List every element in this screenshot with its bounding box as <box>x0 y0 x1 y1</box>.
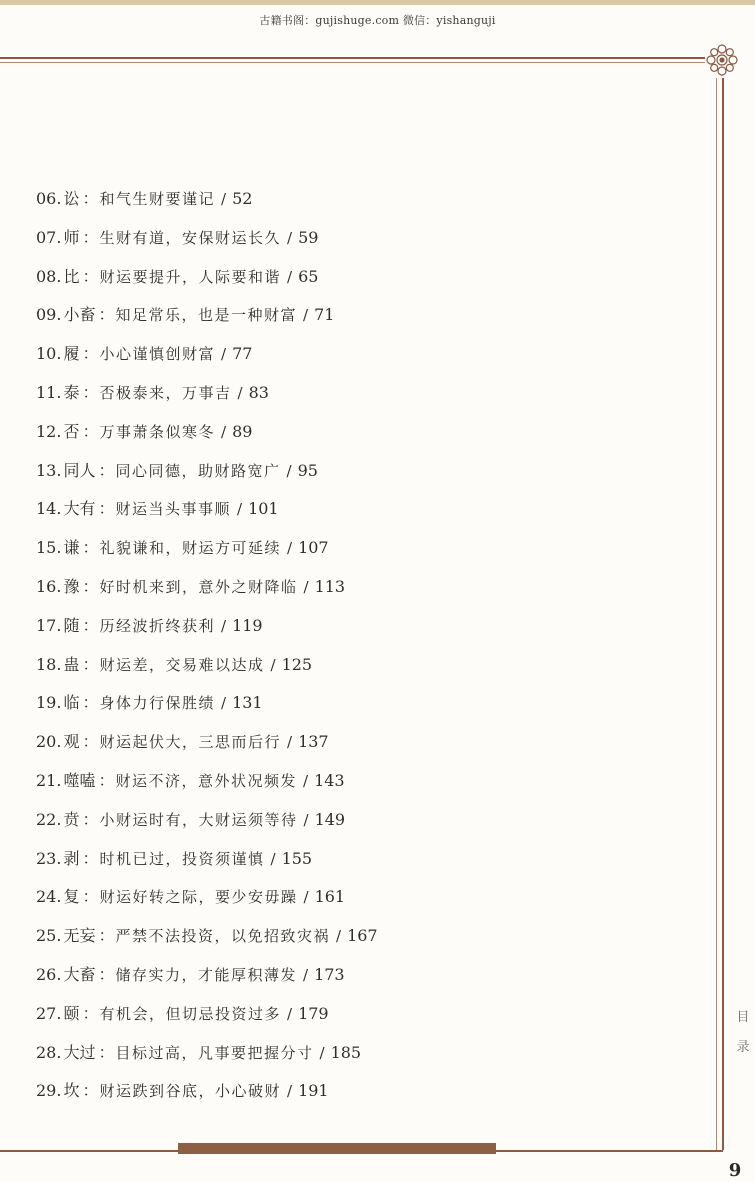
toc-entry-title: 有机会，但切忌投资过多 <box>99 1004 281 1023</box>
toc-entry[interactable] <box>36 878 676 917</box>
toc-entry-hexagram: 大过 <box>63 1042 96 1062</box>
toc-entry-title: 生财有道，安保财运长久 <box>99 228 281 247</box>
toc-entry-separator: ： <box>82 654 99 674</box>
toc-entry-number: 27. <box>36 1003 62 1023</box>
toc-entry-separator: ： <box>82 266 99 286</box>
toc-entry-hexagram: 泰 <box>63 382 80 402</box>
toc-entry-page: 83 <box>248 382 269 402</box>
toc-entry-page: 59 <box>298 227 319 247</box>
toc-entry[interactable] <box>36 995 676 1034</box>
toc-entry-hexagram: 谦 <box>63 538 80 558</box>
toc-entry-page: 113 <box>314 576 346 596</box>
toc-entry-slash: / <box>237 383 243 402</box>
toc-entry-number: 25. <box>36 926 62 946</box>
bottom-decorative-bar <box>178 1143 496 1154</box>
toc-entry-separator: ： <box>82 693 99 713</box>
toc-entry[interactable] <box>36 335 676 374</box>
toc-entry-title: 历经波折终获利 <box>99 616 215 635</box>
toc-entry-title: 万事萧条似寒冬 <box>99 422 215 441</box>
top-border-strip <box>0 0 755 5</box>
toc-entry-separator: ： <box>98 770 115 790</box>
toc-entry-separator: ： <box>82 421 99 441</box>
toc-entry-separator: ： <box>82 887 99 907</box>
toc-entry-slash: / <box>286 461 292 480</box>
toc-entry-slash: / <box>287 733 293 752</box>
toc-entry[interactable] <box>36 568 676 607</box>
toc-entry-title: 目标过高，凡事要把握分寸 <box>115 1043 314 1062</box>
toc-entry-separator: ： <box>82 615 99 635</box>
toc-entry-page: 143 <box>314 770 345 790</box>
toc-entry-separator: ： <box>82 1081 99 1101</box>
toc-entry-number: 23. <box>36 848 62 868</box>
toc-entry-title: 储存实力，才能厚积薄发 <box>115 965 297 984</box>
toc-entry-separator: ： <box>82 848 99 868</box>
toc-entry-slash: / <box>303 888 309 907</box>
side-label-contents <box>735 1003 751 1063</box>
toc-entry-slash: / <box>221 694 227 713</box>
toc-entry-title: 和气生财要谨记 <box>99 190 215 208</box>
frame-right-line <box>722 78 724 1150</box>
toc-entry[interactable] <box>36 684 676 723</box>
toc-entry-hexagram: 坎 <box>63 1081 80 1101</box>
toc-entry-number: 19. <box>36 693 62 713</box>
toc-entry-number: 17. <box>36 615 62 635</box>
toc-entry[interactable] <box>36 1034 676 1073</box>
toc-entry-number: 18. <box>36 654 62 674</box>
toc-entry-slash: / <box>336 927 342 946</box>
toc-entry[interactable] <box>36 296 676 335</box>
toc-entry-hexagram: 讼 <box>63 189 80 208</box>
frame-top-line <box>0 57 705 59</box>
toc-entry-title: 财运好转之际，要少安毋躁 <box>99 888 298 907</box>
toc-entry[interactable] <box>36 180 676 219</box>
toc-entry-hexagram: 比 <box>63 266 80 286</box>
toc-entry-title: 财运当头事事顺 <box>115 500 231 519</box>
toc-entry-title: 身体力行保胜绩 <box>99 694 215 713</box>
toc-entry-slash: / <box>221 190 227 208</box>
toc-entry-slash: / <box>287 1004 293 1023</box>
toc-entry-hexagram: 豫 <box>63 576 80 596</box>
toc-entry-separator: ： <box>82 189 99 208</box>
toc-entry-title: 好时机来到，意外之财降临 <box>99 577 298 596</box>
toc-entry-hexagram: 观 <box>63 732 80 752</box>
toc-entry-slash: / <box>303 965 309 984</box>
toc-entry-hexagram: 小畜 <box>63 305 96 325</box>
toc-entry-separator: ： <box>98 460 115 480</box>
toc-entry-number: 20. <box>36 732 62 752</box>
toc-entry[interactable] <box>36 646 676 685</box>
toc-entry-page: 101 <box>248 499 279 519</box>
toc-entry-separator: ： <box>82 809 99 829</box>
toc-entry-page: 161 <box>314 887 346 907</box>
toc-entry-slash: / <box>303 577 309 596</box>
toc-entry-page: 137 <box>298 732 329 752</box>
toc-entry-page: 149 <box>314 809 346 829</box>
toc-entry-hexagram: 履 <box>63 344 80 364</box>
toc-entry-slash: / <box>319 1043 325 1062</box>
toc-entry-hexagram: 蛊 <box>63 654 80 674</box>
toc-entry-number: 13. <box>36 460 62 480</box>
toc-entry-separator: ： <box>82 1003 99 1023</box>
toc-entry-separator: ： <box>98 1042 115 1062</box>
toc-entry-hexagram: 噬嗑 <box>63 770 96 790</box>
toc-entry-hexagram: 同人 <box>63 460 96 480</box>
toc-entry-hexagram: 师 <box>63 227 80 247</box>
toc-entry-page: 125 <box>281 654 313 674</box>
page-number: 9 <box>728 1160 742 1181</box>
toc-entry-slash: / <box>287 1082 293 1101</box>
toc-entry-number: 08. <box>36 266 62 286</box>
toc-entry[interactable] <box>36 1072 676 1111</box>
toc-entry[interactable] <box>36 413 676 452</box>
toc-entry[interactable] <box>36 956 676 995</box>
toc-entry-title: 礼貌谦和，财运方可延续 <box>99 539 281 558</box>
toc-entry-number: 10. <box>36 344 62 364</box>
toc-entry-title: 同心同德，助财路宽广 <box>115 461 281 480</box>
flower-ornament-icon <box>700 38 744 82</box>
toc-entry-title: 否极泰来，万事吉 <box>99 383 232 402</box>
toc-entry-number: 28. <box>36 1042 62 1062</box>
toc-entry-slash: / <box>270 655 276 674</box>
toc-entry-slash: / <box>303 771 309 790</box>
toc-entry-number: 24. <box>36 887 62 907</box>
toc-entry-hexagram: 复 <box>63 887 80 907</box>
toc-entry-page: 95 <box>297 460 318 480</box>
toc-entry-page: 52 <box>232 189 253 208</box>
toc-entry-hexagram: 贲 <box>63 809 80 829</box>
toc-entry[interactable] <box>36 452 676 491</box>
toc-entry[interactable] <box>36 374 676 413</box>
toc-entry-title: 时机已过，投资须谨慎 <box>99 849 265 868</box>
frame-top-inner-line <box>0 62 705 63</box>
toc-entry-separator: ： <box>82 732 99 752</box>
toc-entry-title: 小心谨慎创财富 <box>99 345 215 364</box>
toc-entry-hexagram: 大有 <box>63 499 96 519</box>
toc-entry-number: 16. <box>36 576 62 596</box>
toc-entry-slash: / <box>270 849 276 868</box>
toc-entry-separator: ： <box>82 576 99 596</box>
toc-entry-number: 15. <box>36 538 62 558</box>
toc-entry-title: 财运要提升，人际要和谐 <box>99 267 281 286</box>
toc-entry[interactable] <box>36 840 676 879</box>
toc-entry-page: 89 <box>232 421 253 441</box>
toc-entry-page: 179 <box>298 1003 329 1023</box>
toc-entry[interactable] <box>36 529 676 568</box>
toc-entry-number: 26. <box>36 964 62 984</box>
toc-entry-slash: / <box>221 345 227 364</box>
toc-entry-number: 11. <box>36 382 62 402</box>
table-of-contents <box>36 180 676 1111</box>
toc-entry-hexagram: 颐 <box>63 1003 80 1023</box>
toc-entry-hexagram: 大畜 <box>63 964 96 984</box>
toc-entry-hexagram: 无妄 <box>63 926 96 946</box>
toc-entry-separator: ： <box>82 227 99 247</box>
toc-entry[interactable] <box>36 801 676 840</box>
toc-entry-page: 191 <box>298 1081 329 1101</box>
toc-entry-slash: / <box>221 616 227 635</box>
side-label-char: 目 <box>736 1010 750 1025</box>
toc-entry-slash: / <box>287 228 293 247</box>
toc-entry-hexagram: 否 <box>63 421 80 441</box>
toc-entry-title: 财运起伏大，三思而后行 <box>99 733 281 752</box>
toc-entry-title: 财运跌到谷底，小心破财 <box>99 1082 281 1101</box>
toc-entry-title: 严禁不法投资，以免招致灾祸 <box>115 927 330 946</box>
toc-entry-slash: / <box>303 810 309 829</box>
toc-entry[interactable] <box>36 723 676 762</box>
toc-entry-page: 185 <box>330 1042 362 1062</box>
toc-entry-title: 小财运时有，大财运须等待 <box>99 810 298 829</box>
toc-entry-number: 22. <box>36 809 62 829</box>
toc-entry-slash: / <box>221 422 227 441</box>
toc-entry-title: 财运不济，意外状况频发 <box>115 771 297 790</box>
toc-entry-separator: ： <box>98 926 115 946</box>
toc-entry-page: 107 <box>298 538 329 558</box>
toc-entry-slash: / <box>237 500 243 519</box>
toc-entry-separator: ： <box>98 964 115 984</box>
toc-entry-page: 71 <box>314 305 335 325</box>
toc-entry-title: 知足常乐，也是一种财富 <box>115 306 297 325</box>
toc-entry-number: 29. <box>36 1081 62 1101</box>
toc-entry-separator: ： <box>82 344 99 364</box>
frame-right-inner-line <box>716 78 717 1150</box>
toc-entry[interactable] <box>36 258 676 297</box>
watermark-text: 古籍书阁：gujishuge.com 微信：yishanguji <box>259 14 496 27</box>
toc-entry-number: 09. <box>36 305 62 325</box>
toc-entry-separator: ： <box>98 305 115 325</box>
toc-entry-page: 77 <box>232 344 253 364</box>
toc-entry-hexagram: 随 <box>63 615 80 635</box>
toc-entry[interactable] <box>36 762 676 801</box>
toc-entry-separator: ： <box>98 499 115 519</box>
toc-entry-slash: / <box>287 267 293 286</box>
toc-entry-page: 167 <box>347 926 378 946</box>
toc-entry-page: 131 <box>232 693 263 713</box>
toc-entry-slash: / <box>287 539 293 558</box>
toc-entry-separator: ： <box>82 538 99 558</box>
toc-entry-number: 12. <box>36 421 62 441</box>
toc-entry-number: 07. <box>36 227 62 247</box>
toc-entry-page: 173 <box>314 964 345 984</box>
toc-entry[interactable] <box>36 607 676 646</box>
toc-entry[interactable] <box>36 219 676 258</box>
side-label-char: 录 <box>736 1040 750 1055</box>
toc-entry-number: 14. <box>36 499 62 519</box>
toc-entry-title: 财运差，交易难以达成 <box>99 655 265 674</box>
toc-entry-number: 06. <box>36 189 62 208</box>
toc-entry[interactable] <box>36 490 676 529</box>
toc-entry-separator: ： <box>82 382 99 402</box>
toc-entry-page: 155 <box>281 848 313 868</box>
toc-entry-page: 65 <box>298 266 319 286</box>
toc-entry[interactable] <box>36 917 676 956</box>
toc-entry-page: 119 <box>232 615 263 635</box>
toc-entry-hexagram: 剥 <box>63 848 80 868</box>
toc-entry-number: 21. <box>36 770 62 790</box>
toc-entry-slash: / <box>303 306 309 325</box>
toc-entry-hexagram: 临 <box>63 693 80 713</box>
